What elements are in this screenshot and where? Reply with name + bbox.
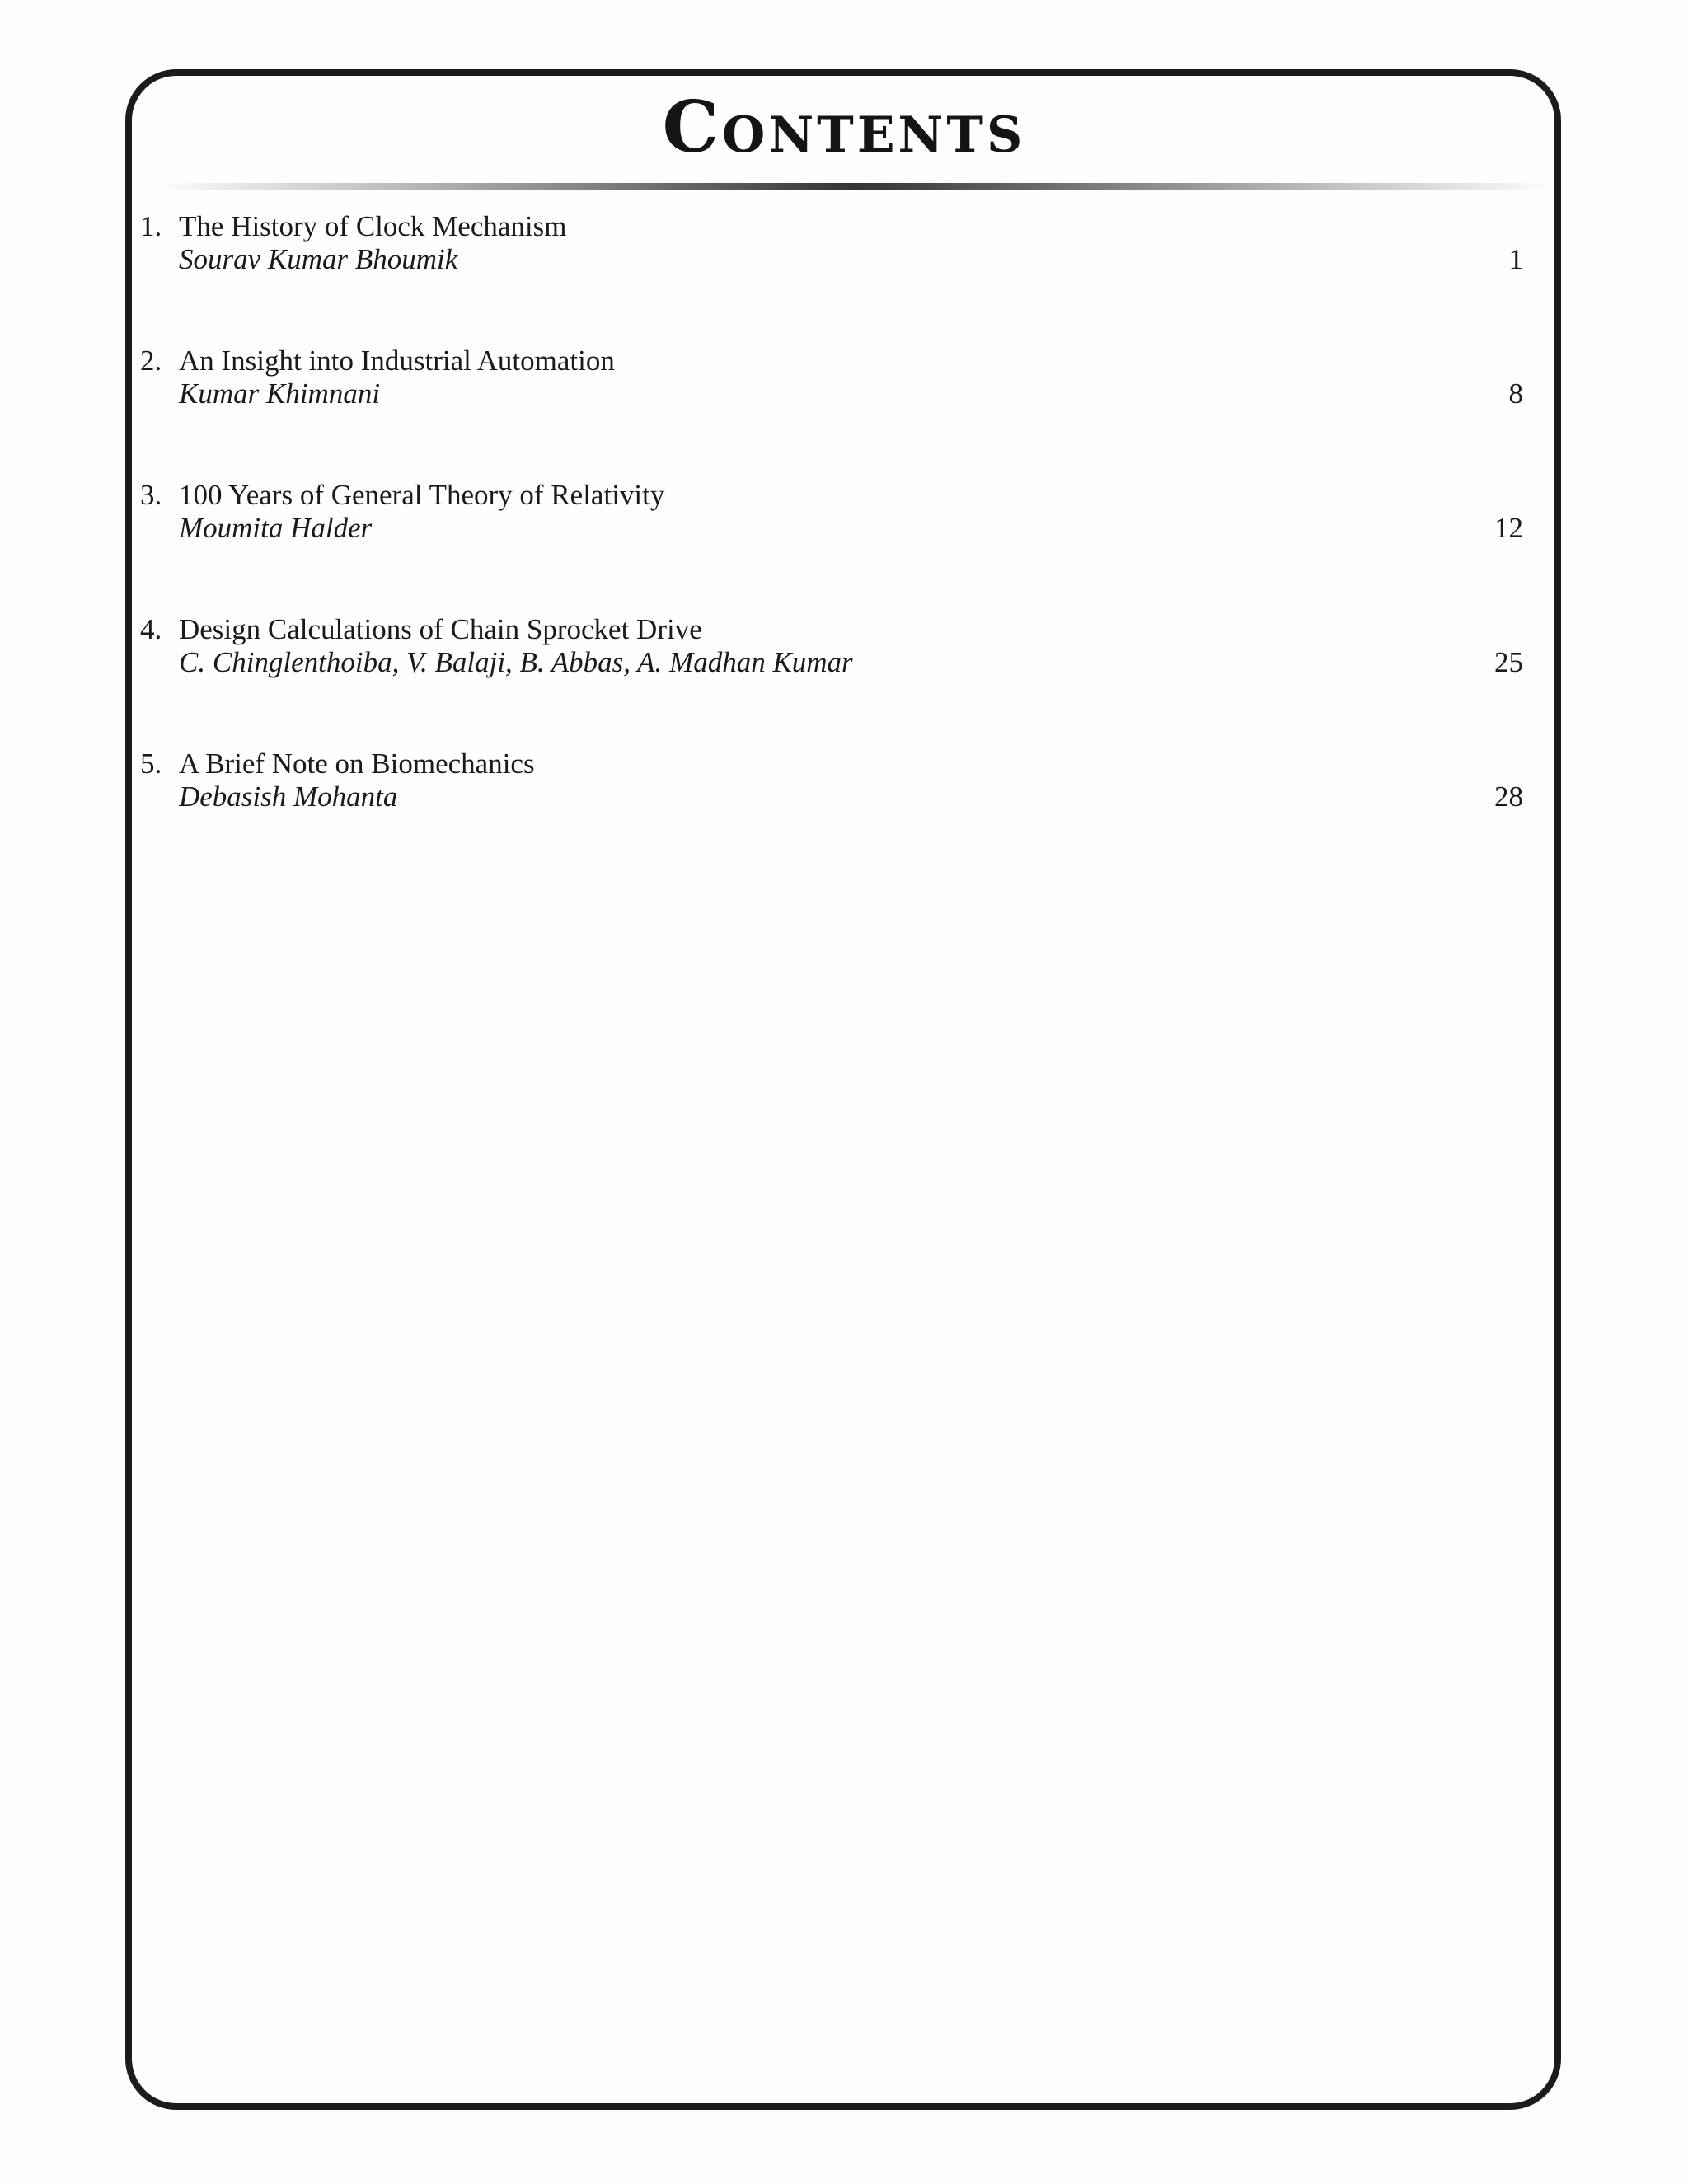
entry-number: 2. xyxy=(140,344,162,377)
entry-page-number[interactable]: 1 xyxy=(1508,243,1523,275)
entry-page-number[interactable]: 8 xyxy=(1508,377,1523,410)
entry-number: 4. xyxy=(140,613,162,645)
entry-title[interactable]: The History of Clock Mechanism xyxy=(179,210,567,242)
entry-title[interactable]: A Brief Note on Biomechanics xyxy=(179,748,535,780)
entry-page-number[interactable]: 28 xyxy=(1494,780,1523,813)
entry-authors: Moumita Halder xyxy=(179,512,373,544)
entry-authors: Sourav Kumar Bhoumik xyxy=(179,243,458,275)
toc-entry-4[interactable] xyxy=(0,613,1688,696)
page-title: Contents xyxy=(662,86,1026,169)
entry-title[interactable]: 100 Years of General Theory of Relativity xyxy=(179,479,665,511)
toc-entry-3[interactable] xyxy=(0,479,1688,561)
entry-authors: C. Chinglenthoiba, V. Balaji, B. Abbas, A. Madhan Kumar xyxy=(179,646,853,678)
entry-page-number[interactable]: 12 xyxy=(1494,512,1523,544)
entry-number: 1. xyxy=(140,210,162,242)
entry-page-number[interactable]: 25 xyxy=(1494,646,1523,678)
entry-number: 5. xyxy=(140,748,162,780)
entry-title[interactable]: Design Calculations of Chain Sprocket Drive xyxy=(179,613,702,645)
toc-entry-2[interactable] xyxy=(0,344,1688,427)
entry-authors: Kumar Khimnani xyxy=(179,377,381,410)
entry-authors: Debasish Mohanta xyxy=(179,780,398,813)
toc-entry-1[interactable] xyxy=(0,210,1688,293)
title-divider xyxy=(158,183,1551,190)
entry-number: 3. xyxy=(140,479,162,511)
toc-entry-5[interactable] xyxy=(0,748,1688,830)
entry-title[interactable]: An Insight into Industrial Automation xyxy=(179,344,615,377)
